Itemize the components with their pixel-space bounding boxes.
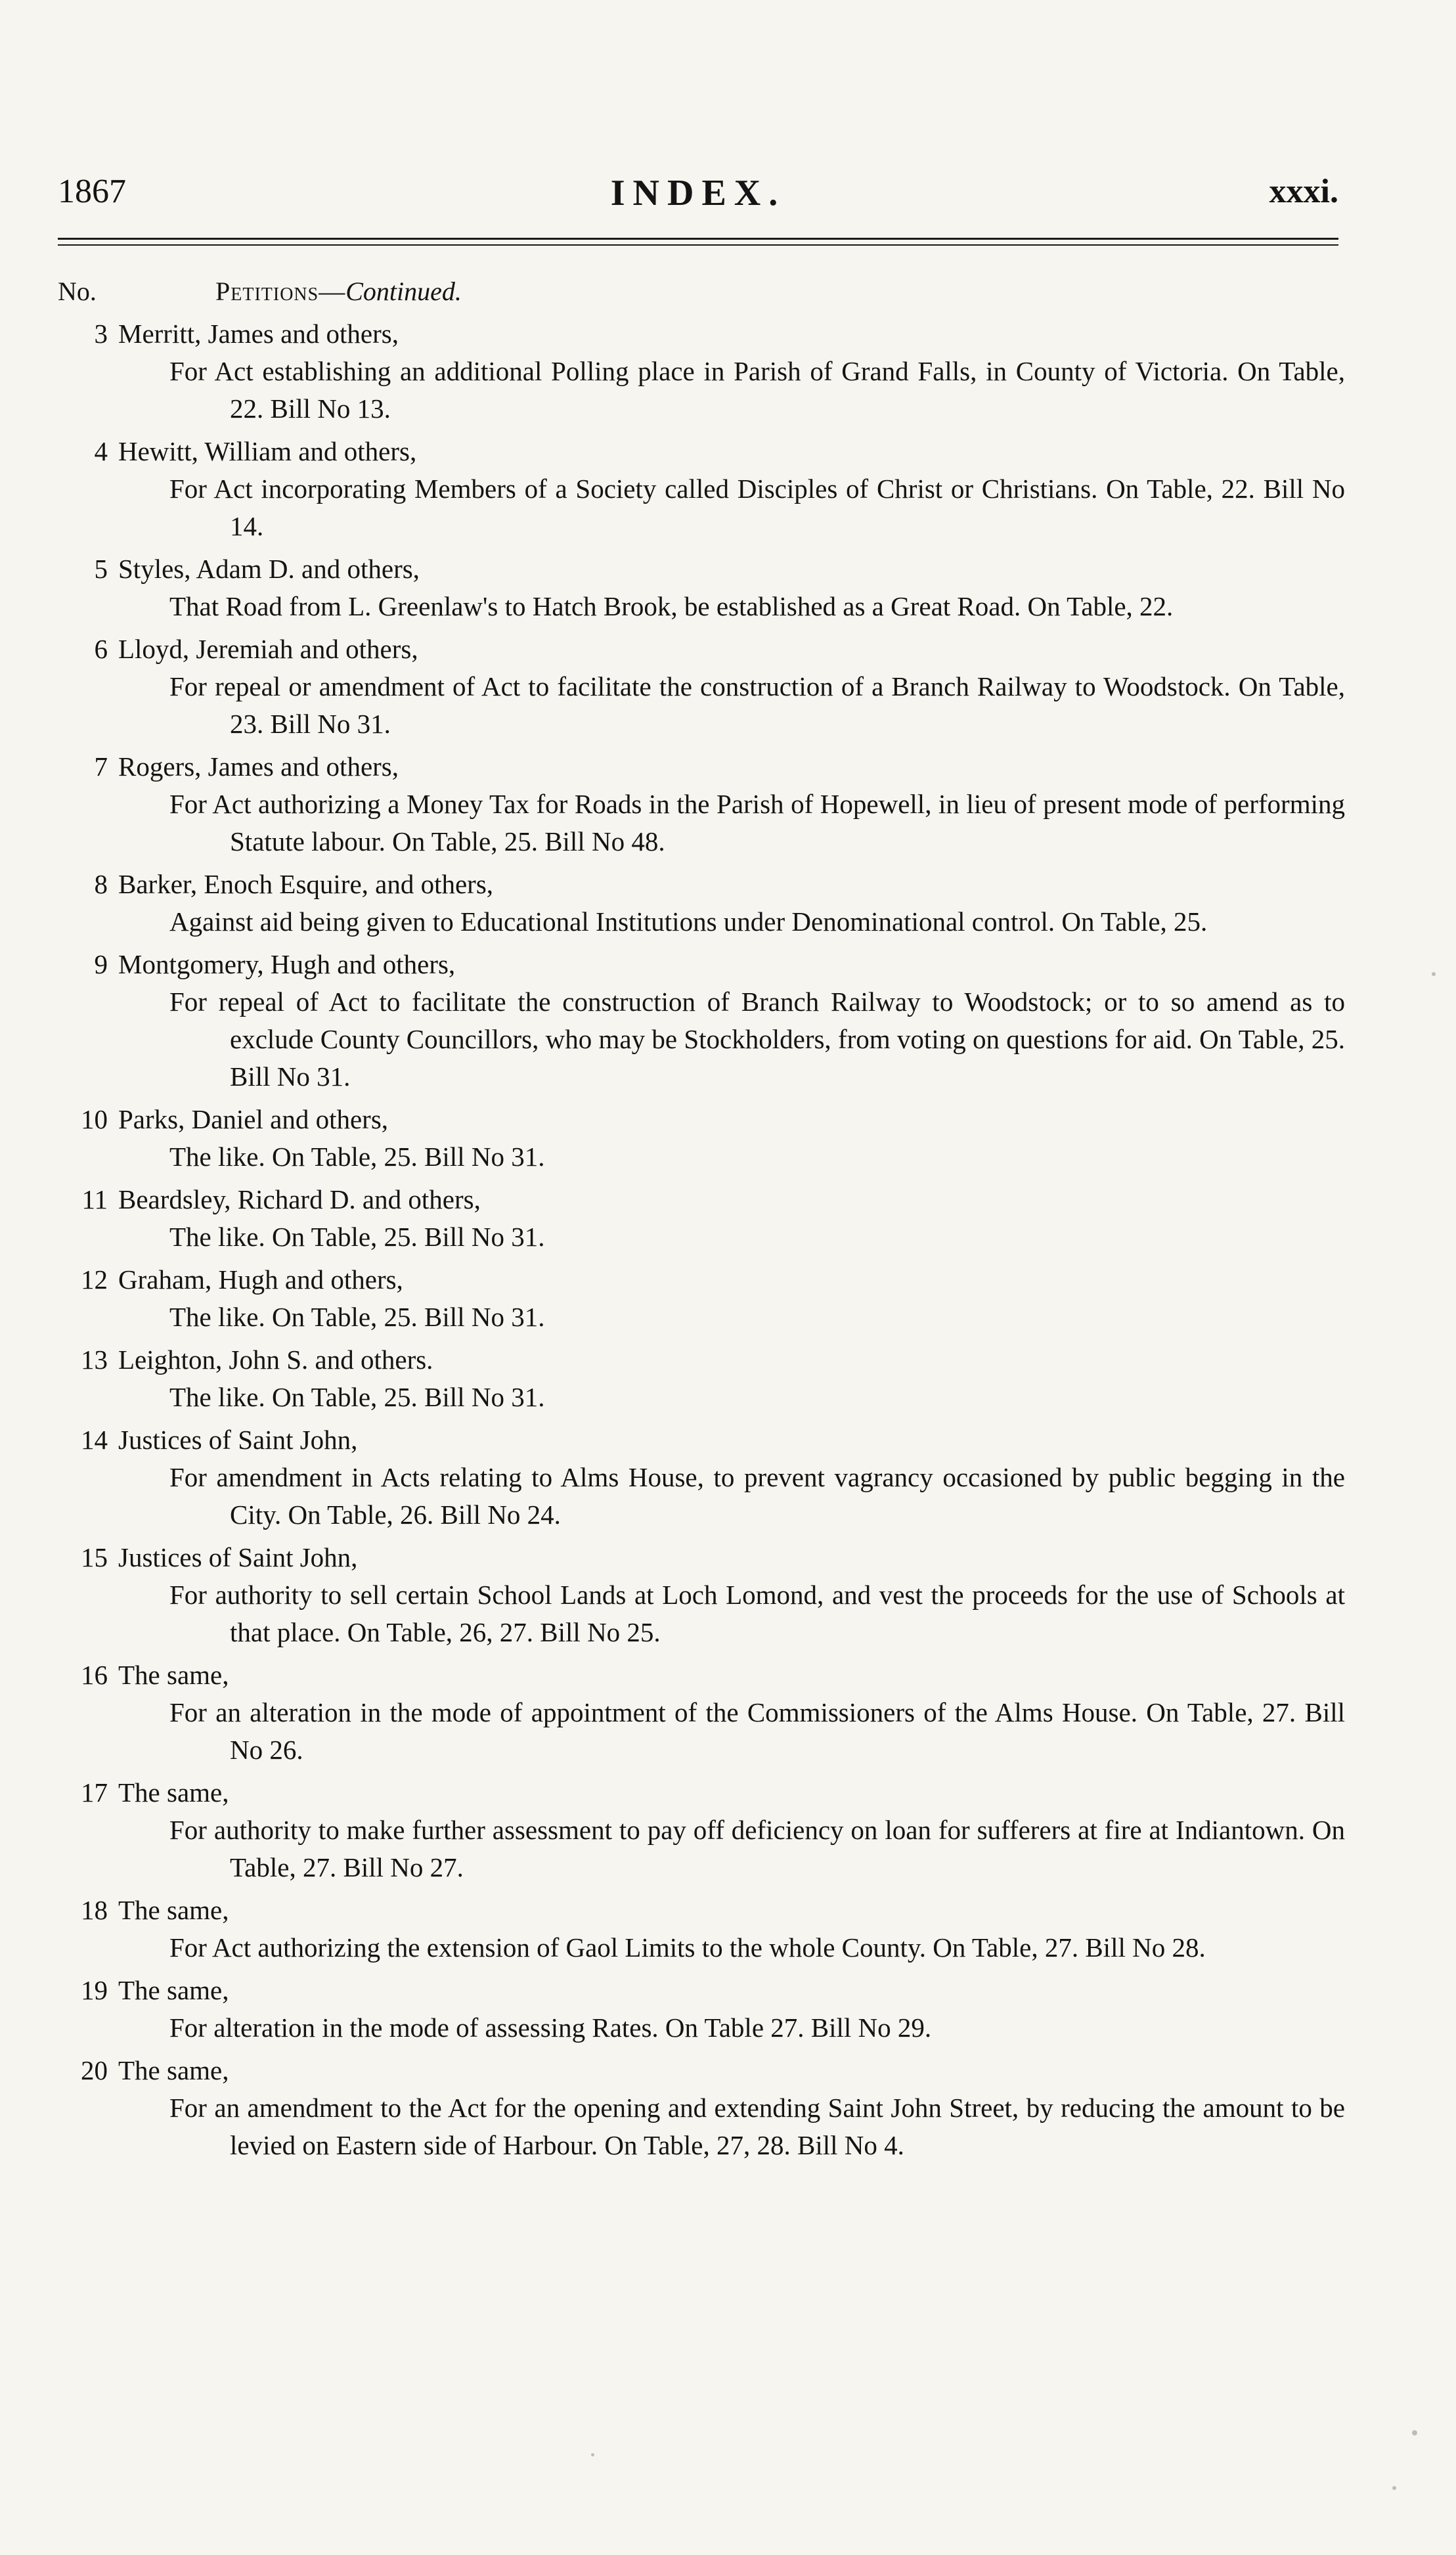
petition-entry <box>58 1972 1345 2047</box>
entry-description: The like. On Table, 25. Bill No 31. <box>169 1222 545 1252</box>
entry-petitioner: Hewitt, William and others, <box>118 436 417 466</box>
petition-entry <box>58 1181 1345 1256</box>
entry-petitioner: Graham, Hugh and others, <box>118 1264 403 1295</box>
petition-entry <box>58 1101 1345 1176</box>
entry-petitioner: The same, <box>118 1895 229 1925</box>
entry-petitioner: Beardsley, Richard D. and others, <box>118 1184 481 1214</box>
petition-entry <box>58 315 1345 428</box>
entry-description: For Act authorizing a Money Tax for Roads in the Parish of Hopewell, in lieu of present mode of performing Statute labour. On Table, 25. Bill No 48. <box>169 789 1345 856</box>
entry-description: For repeal of Act to facilitate the construction of Branch Railway to Woodstock; or to so amend as to exclude County Councillors, who may be Stockholders, from voting on questions for aid. On Table, 25. Bill No 31. <box>169 987 1345 1092</box>
entry-description: That Road from L. Greenlaw's to Hatch Brook, be established as a Great Road. On Table, 22. <box>169 591 1174 621</box>
entry-description: The like. On Table, 25. Bill No 31. <box>169 1142 545 1172</box>
print-speck <box>1392 2486 1396 2490</box>
petition-entry <box>58 433 1345 545</box>
entry-number: 8 <box>94 869 108 899</box>
print-speck <box>1412 2430 1417 2435</box>
entry-number: 13 <box>81 1344 108 1375</box>
petition-entry <box>58 1656 1345 1769</box>
petition-entry <box>58 1539 1345 1651</box>
petition-entry <box>58 748 1345 860</box>
entry-description: For Act authorizing the extension of Gaol Limits to the whole County. On Table, 27. Bill No 28. <box>169 1932 1206 1963</box>
entry-description: For an amendment to the Act for the opening and extending Saint John Street, by reducing the amount to be levied on Eastern side of Harbour. On Table, 27, 28. Bill No 4. <box>169 2093 1345 2160</box>
print-speck <box>1432 972 1436 976</box>
entry-number: 9 <box>94 949 108 979</box>
header-page-number: xxxi. <box>1269 173 1338 210</box>
petition-entry <box>58 550 1345 625</box>
petition-entry <box>58 2052 1345 2164</box>
petition-entry <box>58 631 1345 743</box>
page-header <box>58 172 1338 225</box>
entry-petitioner: The same, <box>118 1975 229 2005</box>
entry-number: 4 <box>94 436 108 466</box>
entry-petitioner: Lloyd, Jeremiah and others, <box>118 634 418 664</box>
entry-number: 20 <box>81 2055 108 2085</box>
petition-entry <box>58 866 1345 941</box>
entry-number: 14 <box>81 1425 108 1455</box>
entry-petitioner: Merritt, James and others, <box>118 319 399 349</box>
entry-petitioner: The same, <box>118 1777 229 1808</box>
entry-number: 11 <box>81 1184 108 1214</box>
entry-petitioner: Parks, Daniel and others, <box>118 1104 389 1134</box>
petition-entry <box>58 1774 1345 1886</box>
entry-petitioner: Leighton, John S. and others. <box>118 1344 433 1375</box>
entry-number: 16 <box>81 1660 108 1690</box>
entry-petitioner: Justices of Saint John, <box>118 1425 358 1455</box>
column-header-no: No. <box>58 277 97 306</box>
petition-entry <box>58 1341 1345 1416</box>
header-title: INDEX. <box>610 173 786 213</box>
entry-description: The like. On Table, 25. Bill No 31. <box>169 1382 545 1412</box>
entry-petitioner: The same, <box>118 2055 229 2085</box>
entry-number: 7 <box>94 751 108 782</box>
entry-number: 18 <box>81 1895 108 1925</box>
entry-description: For repeal or amendment of Act to facilitate the construction of a Branch Railway to Woodstock. On Table, 23. Bill No 31. <box>169 671 1345 739</box>
petition-entry <box>58 1421 1345 1534</box>
entry-description: Against aid being given to Educational Institutions under Denominational control. On Table, 25. <box>169 906 1208 937</box>
petition-entry <box>58 1892 1345 1966</box>
header-year: 1867 <box>58 173 126 210</box>
entry-petitioner: Styles, Adam D. and others, <box>118 554 420 584</box>
entry-number: 10 <box>81 1104 108 1134</box>
entry-description: For amendment in Acts relating to Alms House, to prevent vagrancy occasioned by public begging in the City. On Table, 26. Bill No 24. <box>169 1462 1345 1530</box>
entry-number: 17 <box>81 1777 108 1808</box>
entry-number: 6 <box>94 634 108 664</box>
petition-entry <box>58 946 1345 1096</box>
entry-number: 5 <box>94 554 108 584</box>
entry-number: 3 <box>94 319 108 349</box>
entry-description: For Act establishing an additional Polling place in Parish of Grand Falls, in County of Victoria. On Table, 22. Bill No 13. <box>169 356 1345 424</box>
entry-petitioner: Justices of Saint John, <box>118 1542 358 1572</box>
entry-description: For authority to make further assessment to pay off deficiency on loan for sufferers at fire at Indiantown. On Table, 27. Bill No 27. <box>169 1815 1345 1882</box>
column-header <box>58 276 462 307</box>
entry-petitioner: Barker, Enoch Esquire, and others, <box>118 869 494 899</box>
entry-description: For Act incorporating Members of a Society called Disciples of Christ or Christians. On Table, 22. Bill No 14. <box>169 474 1345 541</box>
section-continued: Continued. <box>345 277 462 306</box>
entry-petitioner: The same, <box>118 1660 229 1690</box>
header-rule-thin <box>58 244 1338 246</box>
header-rule-thick <box>58 238 1338 240</box>
entry-description: For an alteration in the mode of appointment of the Commissioners of the Alms House. On Table, 27. Bill No 26. <box>169 1697 1345 1765</box>
section-title: Petitions— <box>215 277 346 306</box>
entry-number: 15 <box>81 1542 108 1572</box>
petition-list <box>58 315 1345 2169</box>
entry-petitioner: Montgomery, Hugh and others, <box>118 949 456 979</box>
petition-entry <box>58 1261 1345 1336</box>
entry-number: 19 <box>81 1975 108 2005</box>
print-speck <box>591 2453 594 2456</box>
entry-description: For alteration in the mode of assessing Rates. On Table 27. Bill No 29. <box>169 2012 932 2043</box>
entry-petitioner: Rogers, James and others, <box>118 751 399 782</box>
entry-description: The like. On Table, 25. Bill No 31. <box>169 1302 545 1332</box>
entry-number: 12 <box>81 1264 108 1295</box>
entry-description: For authority to sell certain School Lands at Loch Lomond, and vest the proceeds for the use of Schools at that place. On Table, 26, 27. Bill No 25. <box>169 1580 1345 1647</box>
